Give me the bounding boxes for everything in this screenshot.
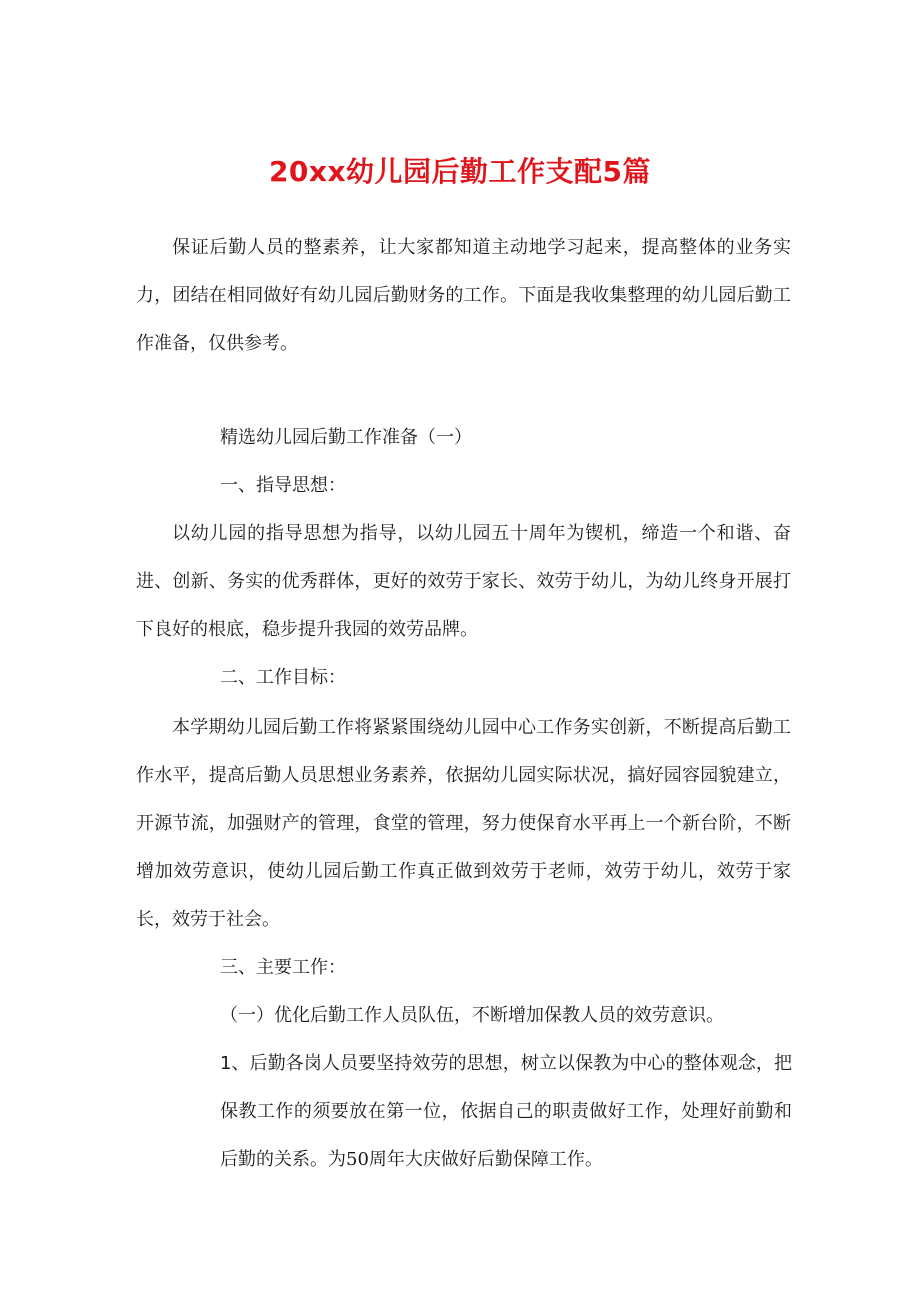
sub-heading-optimize-staff: （一）优化后勤工作人员队伍，不断增加保教人员的效劳意识。 — [220, 1005, 724, 1026]
paragraph-work-goals: 本学期幼儿园后勤工作将紧紧围绕幼儿园中心工作务实创新，不断提高后勤工作水平，提高后勤人员思想业务素养，依据幼儿园实际状况，搞好园容园貌建立，开源节流，加强财产的管理，食堂的管理，努力使保育水平再上一个新台阶，不断增加效劳意识，使幼儿园后勤工作真正做到效劳于老师，效劳于幼儿，效劳于家长，效劳于社会。 — [136, 717, 791, 930]
list-item-1-number: 1 — [220, 1053, 232, 1074]
intro-paragraph: 保证后勤人员的整素养，让大家都知道主动地学习起来，提高整体的业务实力，团结在相同做好有幼儿园后勤财务的工作。下面是我收集整理的幼儿园后勤工作准备，仅供参考。 — [136, 237, 791, 354]
heading-work-goals: 二、工作目标： — [220, 667, 346, 688]
list-item-1 — [220, 1040, 792, 1184]
section-title: 精选幼儿园后勤工作准备（一） — [220, 427, 472, 448]
paragraph-guiding-ideology: 以幼儿园的指导思想为指导，以幼儿园五十周年为锲机，缔造一个和谐、奋进、创新、务实的优秀群体，更好的效劳于家长、效劳于幼儿，为幼儿终身开展打下良好的根底，稳步提升我园的效劳品牌。 — [136, 523, 791, 640]
heading-guiding-ideology: 一、指导思想： — [220, 475, 346, 496]
heading-main-work: 三、主要工作： — [220, 957, 346, 978]
list-item-1-text: 、后勤各岗人员要坚持效劳的思想，树立以保教为中心的整体观念，把保教工作的须要放在第一位，依据自己的职责做好工作，处理好前勤和后勤的关系。为50周年大庆做好后勤保障工作。 — [220, 1053, 792, 1170]
document-title: 20xx幼儿园后勤工作支配5篇 — [268, 155, 652, 188]
